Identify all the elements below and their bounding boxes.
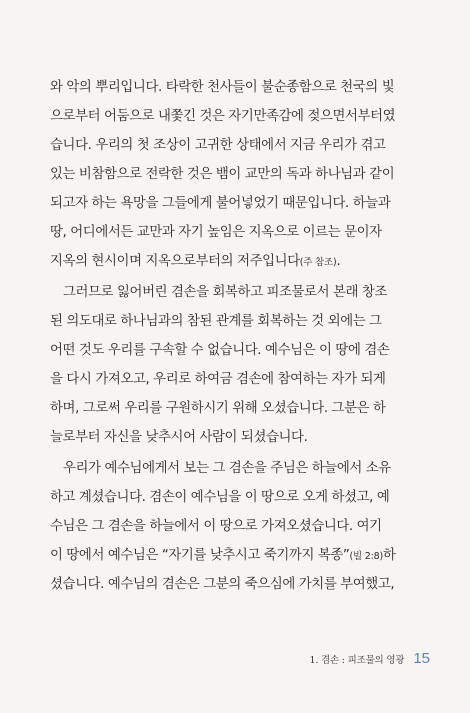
chapter-title: 1. 겸손 : 피조물의 영광: [309, 655, 405, 666]
text-line: 셨습니다. 예수님의 겸손은 그분의 죽으심에 가치를 부여했고,: [50, 577, 395, 592]
text-line: 있는 비참함으로 전락한 것은 뱀이 교만의 독과 하나님과 같이: [50, 167, 395, 182]
line-end: 하: [382, 548, 396, 563]
text-line: 된 의도대로 하나님과의 참된 관계를 회복하는 것 외에는 그: [50, 314, 382, 329]
line-text: 이 땅에서 예수님은 “자기를 낮추시고 죽기까지 복종”: [50, 548, 350, 563]
text-line: 하며, 그로써 우리를 구원하시기 위해 오셨습니다. 그분은 하: [50, 401, 386, 416]
text-line: 늘로부터 자신을 낮추시어 사람이 되셨습니다.: [50, 430, 308, 445]
line-text: 지옥의 현시이며 지옥으로부터의 저주입니다: [50, 254, 300, 269]
body-text: [50, 73, 428, 599]
text-line: 하고 계셨습니다. 겸손이 예수님을 이 땅으로 오게 하셨고, 예: [50, 490, 390, 505]
text-line: 그러므로 잃어버린 겸손을 회복하고 피조물로서 본래 창조: [63, 285, 387, 300]
text-line: 습니다. 우리의 첫 조상이 고귀한 상태에서 지금 우리가 겪고: [50, 138, 386, 153]
text-line: 되고자 하는 욕망을 그들에게 불어넣었기 때문입니다. 하늘과: [50, 196, 391, 211]
page-number: 15: [413, 650, 430, 667]
text-line: [50, 541, 428, 570]
text-line: 수님은 그 겸손을 하늘에서 이 땅으로 가져오셨습니다. 여기: [50, 519, 382, 534]
text-line: 와 악의 뿌리입니다. 타락한 천사들이 불순종함으로 천국의 빛: [50, 80, 395, 95]
text-line: 우리가 예수님에게서 보는 그 겸손을 주님은 하늘에서 소유: [63, 461, 391, 476]
page-footer: [0, 650, 430, 667]
text-line: 으로부터 어둠으로 내쫓긴 것은 자기만족감에 젖으면서부터였: [50, 109, 396, 124]
scripture-reference: (빌 2:8): [349, 551, 383, 562]
text-line: 어떤 것도 우리를 구속할 수 없습니다. 예수님은 이 땅에 겸손: [50, 343, 390, 358]
text-line: 을 다시 가져오고, 우리로 하여금 겸손에 참여하는 자가 되게: [50, 372, 386, 387]
text-line: 땅, 어디에서든 교만과 자기 높임은 지옥으로 이르는 문이자: [50, 225, 382, 240]
line-end: .: [336, 254, 341, 269]
text-line: [50, 247, 428, 276]
note-reference: (주 참조): [299, 257, 337, 268]
